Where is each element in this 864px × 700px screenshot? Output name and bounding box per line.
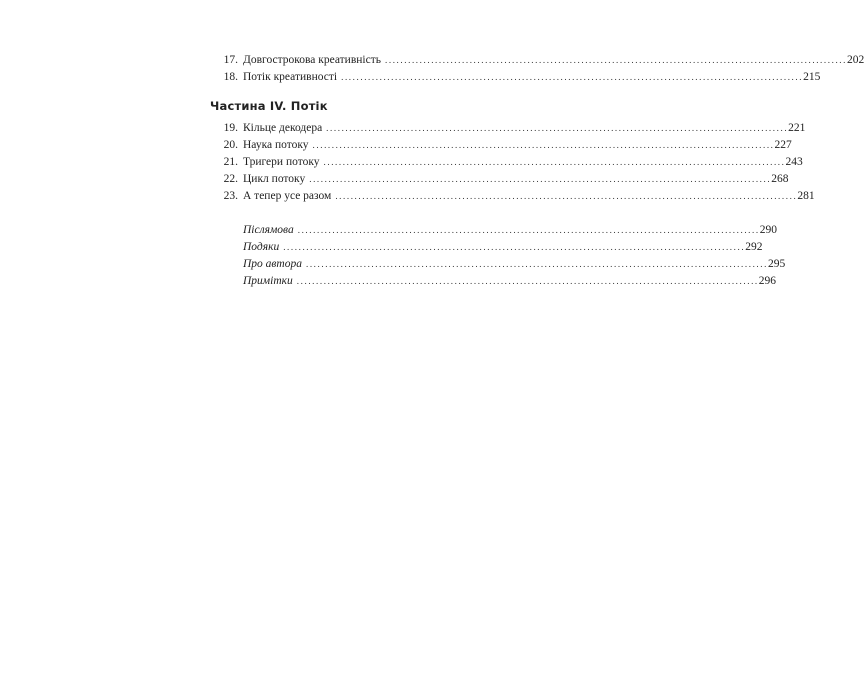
page-number: 268 bbox=[771, 173, 789, 185]
toc-entry bbox=[210, 137, 792, 153]
chapter-title: А тепер усе разом bbox=[243, 190, 332, 202]
dot-leader: ........................................................................................................................ bbox=[312, 140, 775, 150]
chapter-number: 23. bbox=[223, 190, 238, 202]
page-number: 290 bbox=[759, 224, 777, 236]
toc-entry bbox=[210, 188, 815, 204]
page-number: 215 bbox=[803, 71, 821, 83]
chapter-number: 20. bbox=[223, 139, 238, 151]
section-title: Примітки bbox=[243, 275, 293, 287]
toc-entry bbox=[210, 171, 789, 187]
toc-entry bbox=[210, 120, 806, 136]
chapter-number: 18. bbox=[223, 71, 238, 83]
section-title: Про автора bbox=[243, 258, 302, 270]
page-number: 221 bbox=[788, 122, 806, 134]
dot-leader: ........................................................................................................................ bbox=[385, 55, 847, 65]
dot-leader: ........................................................................................................................ bbox=[341, 72, 804, 82]
toc-entry bbox=[210, 154, 803, 170]
chapter-title: Наука потоку bbox=[243, 139, 309, 151]
dot-leader: ........................................................................................................................ bbox=[309, 174, 772, 184]
chapter-number: 21. bbox=[223, 156, 238, 168]
chapter-title: Цикл потоку bbox=[243, 173, 306, 185]
page-number: 202 bbox=[847, 54, 864, 66]
part-heading: Частина IV. Потік bbox=[210, 99, 328, 113]
section-title: Подяки bbox=[243, 241, 280, 253]
dot-leader: ........................................................................................................................ bbox=[335, 191, 798, 201]
section-title: Післямова bbox=[243, 224, 294, 236]
toc-entry bbox=[210, 273, 777, 289]
toc-entry bbox=[210, 69, 821, 85]
chapter-title: Потік креативності bbox=[243, 71, 338, 83]
toc-entry bbox=[210, 52, 864, 68]
page-number: 295 bbox=[767, 258, 786, 270]
dot-leader: ........................................................................................................................ bbox=[326, 123, 789, 133]
dot-leader: ........................................................................................................................ bbox=[283, 242, 746, 252]
toc-entry bbox=[210, 256, 786, 272]
page-number: 281 bbox=[797, 190, 815, 202]
toc-entry bbox=[210, 222, 777, 238]
chapter-title: Довгострокова креативність bbox=[243, 54, 381, 66]
page-number: 243 bbox=[785, 156, 803, 168]
chapter-number: 19. bbox=[223, 122, 238, 134]
dot-leader: ........................................................................................................................ bbox=[296, 276, 759, 286]
page-number: 296 bbox=[758, 275, 777, 287]
chapter-number: 22. bbox=[223, 173, 238, 185]
page-number: 292 bbox=[745, 241, 763, 253]
toc-entry bbox=[210, 239, 763, 255]
chapter-number: 17. bbox=[223, 54, 238, 66]
chapter-title: Тригери потоку bbox=[243, 156, 320, 168]
page-number: 227 bbox=[774, 139, 792, 151]
dot-leader: ........................................................................................................................ bbox=[305, 259, 768, 269]
chapter-title: Кільце декодера bbox=[243, 122, 323, 134]
dot-leader: ........................................................................................................................ bbox=[297, 225, 760, 235]
dot-leader: ........................................................................................................................ bbox=[323, 157, 786, 167]
